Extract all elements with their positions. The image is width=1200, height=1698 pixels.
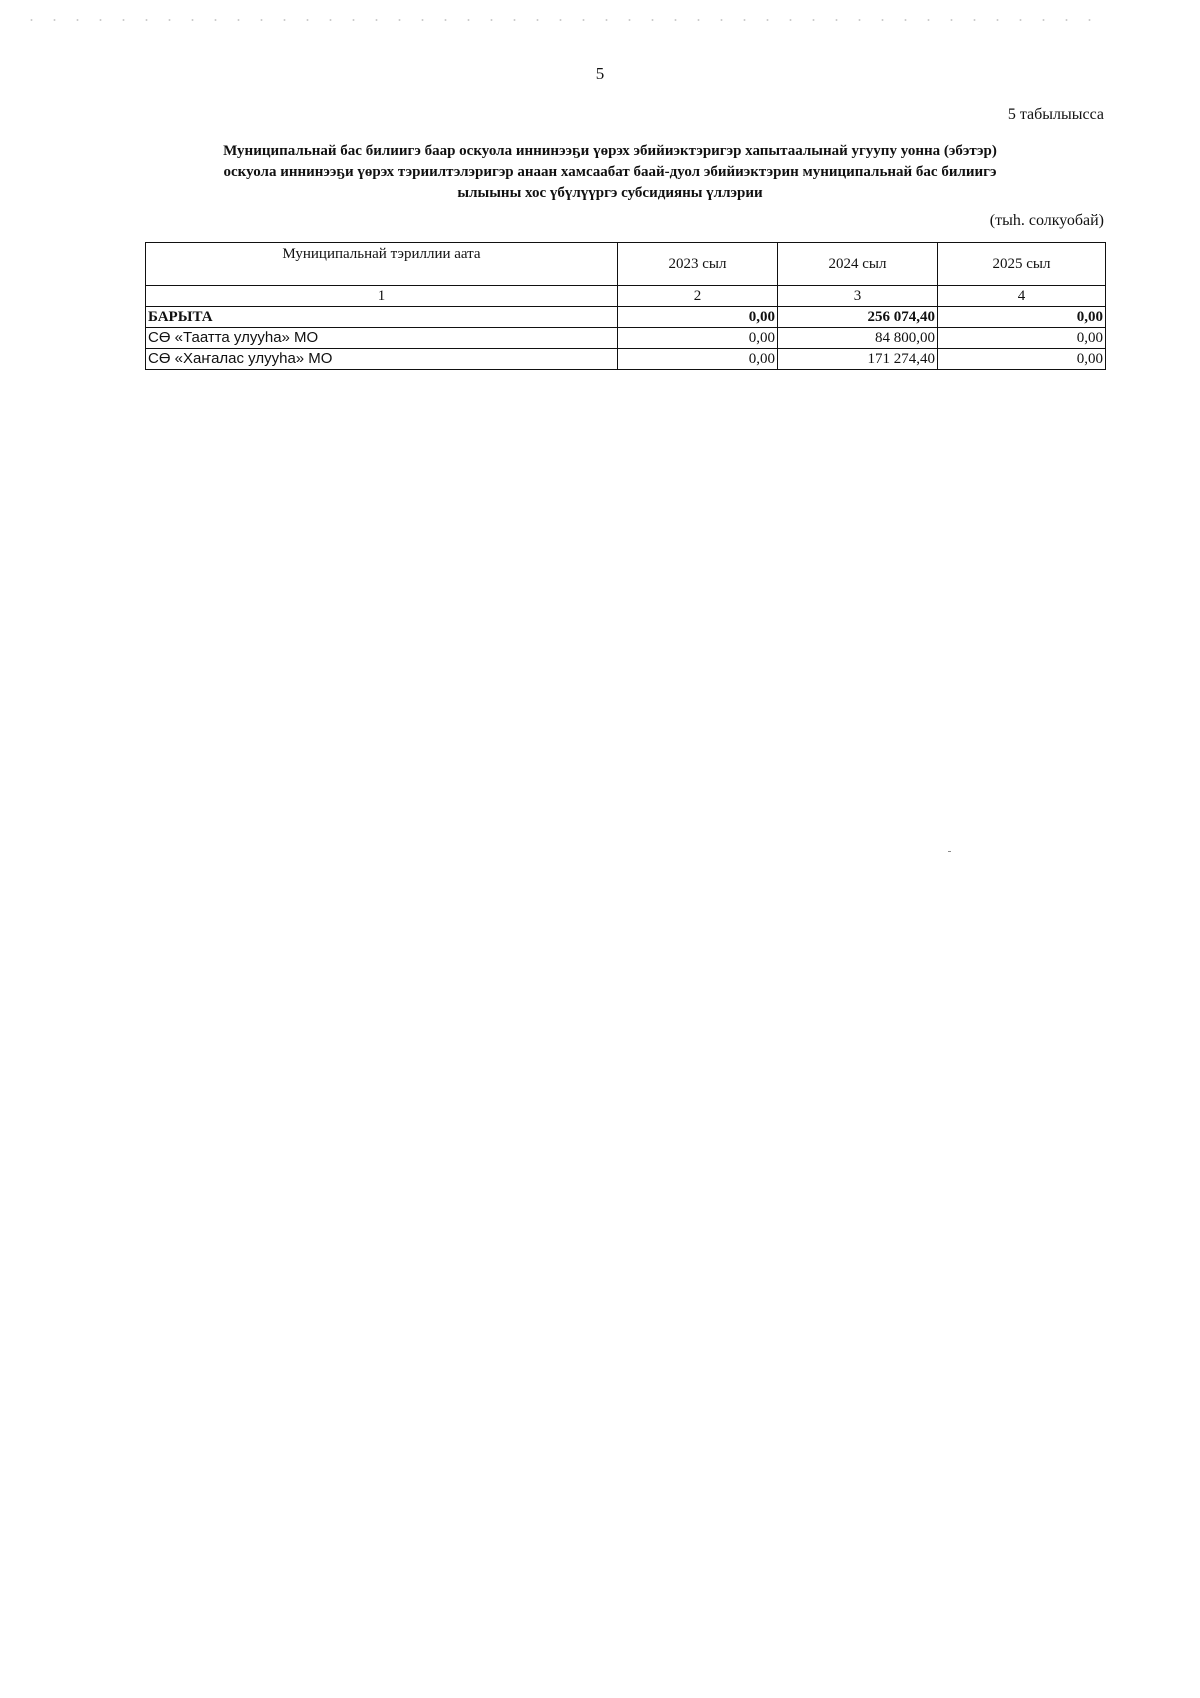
scan-noise	[20, 18, 1110, 22]
header-2025: 2025 сыл	[938, 243, 1106, 286]
value-2023: 0,00	[618, 349, 778, 370]
header-municipality: Муниципальнай тэриллии аата	[146, 243, 618, 286]
value-2024: 256 074,40	[778, 307, 938, 328]
row-name: БАРЫТА	[146, 307, 618, 328]
page-number: 5	[595, 64, 605, 83]
value-2024: 84 800,00	[778, 328, 938, 349]
column-number: 3	[778, 286, 938, 307]
header-2024: 2024 сыл	[778, 243, 938, 286]
row-name: СӨ «Таатта улууһа» МО	[146, 328, 618, 349]
column-number: 1	[146, 286, 618, 307]
column-number: 4	[938, 286, 1106, 307]
column-number: 2	[618, 286, 778, 307]
value-2025: 0,00	[938, 349, 1106, 370]
row-name: СӨ «Хаҥалас улууһа» МО	[146, 349, 618, 370]
column-number-row	[146, 286, 1106, 307]
header-2023: 2023 сыл	[618, 243, 778, 286]
units-note: (тыһ. солкуобай)	[989, 212, 1104, 229]
title-line-3: ылыыны хос үбүлүүргэ субсидияны үллэрии	[457, 185, 763, 201]
document-title	[150, 141, 1070, 204]
table-row-total	[146, 307, 1106, 328]
table-row	[146, 349, 1106, 370]
appendix-label: 5 табылыысса	[1007, 106, 1104, 123]
table-header-row	[146, 243, 1106, 286]
value-2025: 0,00	[938, 307, 1106, 328]
value-2024: 171 274,40	[778, 349, 938, 370]
scan-speck	[948, 851, 951, 852]
value-2023: 0,00	[618, 307, 778, 328]
value-2023: 0,00	[618, 328, 778, 349]
subsidy-table	[145, 242, 1106, 370]
title-line-1: Муниципальнай бас билиигэ баар оскуола иннинээҕи үөрэх эбийиэктэригэр хапытаалынай угуупу уонна (эбэтэр)	[223, 143, 997, 159]
table-row	[146, 328, 1106, 349]
value-2025: 0,00	[938, 328, 1106, 349]
title-line-2: оскуола иннинээҕи үөрэх тэриилтэлэригэр анаан хамсаабат баай-дуол эбийиэктэрин муниципальнай бас билиигэ	[223, 164, 997, 180]
